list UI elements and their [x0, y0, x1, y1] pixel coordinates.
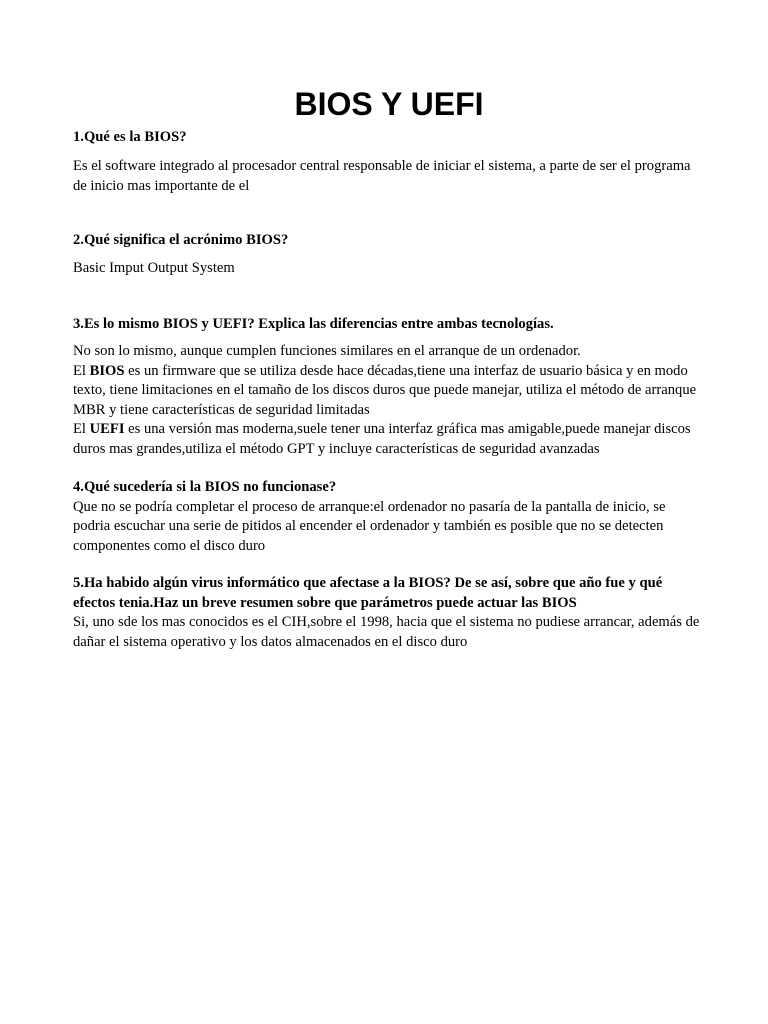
question-3: 3.Es lo mismo BIOS y UEFI? Explica las diferencias entre ambas tecnologías. — [73, 316, 554, 332]
uefi-term: UEFI — [89, 421, 125, 437]
answer-1: Es el software integrado al procesador central responsable de iniciar el sistema, a parte de ser el programa de inicio mas importante de el — [73, 158, 691, 194]
question-1: 1.Qué es la BIOS? — [73, 129, 187, 145]
answer-3 — [73, 342, 703, 459]
bios-term: BIOS — [89, 362, 125, 379]
question-4: 4.Qué sucedería si la BIOS no funcionase? — [73, 479, 337, 495]
bios-description: es un firmware que se utiliza desde hace décadas,tiene una interfaz de usuario básica y en modo texto, tiene limitaciones en el tamaño de los discos duros que puede manejar, utiliza el método de arranque MBR y tiene características de seguridad limitadas — [73, 362, 697, 418]
bios-prefix: El — [73, 362, 90, 379]
uefi-prefix: El — [73, 421, 90, 437]
answer-3-intro: No son lo mismo, aunque cumplen funciones similares en el arranque de un ordenador. — [73, 343, 581, 359]
question-5-block — [73, 574, 703, 652]
answer-3-bios-paragraph — [73, 362, 703, 421]
document-title: BIOS Y UEFI — [294, 86, 484, 122]
answer-3-uefi-paragraph — [73, 420, 703, 459]
question-5: 5.Ha habido algún virus informático que afectase a la BIOS? De se así, sobre que año fue y qué efectos tenia.Haz un breve resumen sobre que parámetros puede actuar las BIOS — [73, 575, 663, 611]
question-4-block — [73, 478, 703, 556]
answer-2: Basic Imput Output System — [73, 260, 235, 276]
answer-5: Si, uno sde los mas conocidos es el CIH,sobre el 1998, hacia que el sistema no pudiese arrancar, además de dañar el sistema operativo y los datos almacenados en el disco duro — [73, 614, 700, 650]
uefi-description: es una versión mas moderna,suele tener una interfaz gráfica mas amigable,puede manejar discos duros mas grandes,utiliza el método GPT y incluye características de seguridad avanzadas — [73, 421, 691, 457]
question-2: 2.Qué significa el acrónimo BIOS? — [73, 232, 289, 248]
answer-4: Que no se podría completar el proceso de arranque:el ordenador no pasaría de la pantalla de inicio, se podria escuchar una serie de pitidos al encender el ordenador y también es posible que no se detecten componentes como el disco duro — [73, 498, 666, 554]
